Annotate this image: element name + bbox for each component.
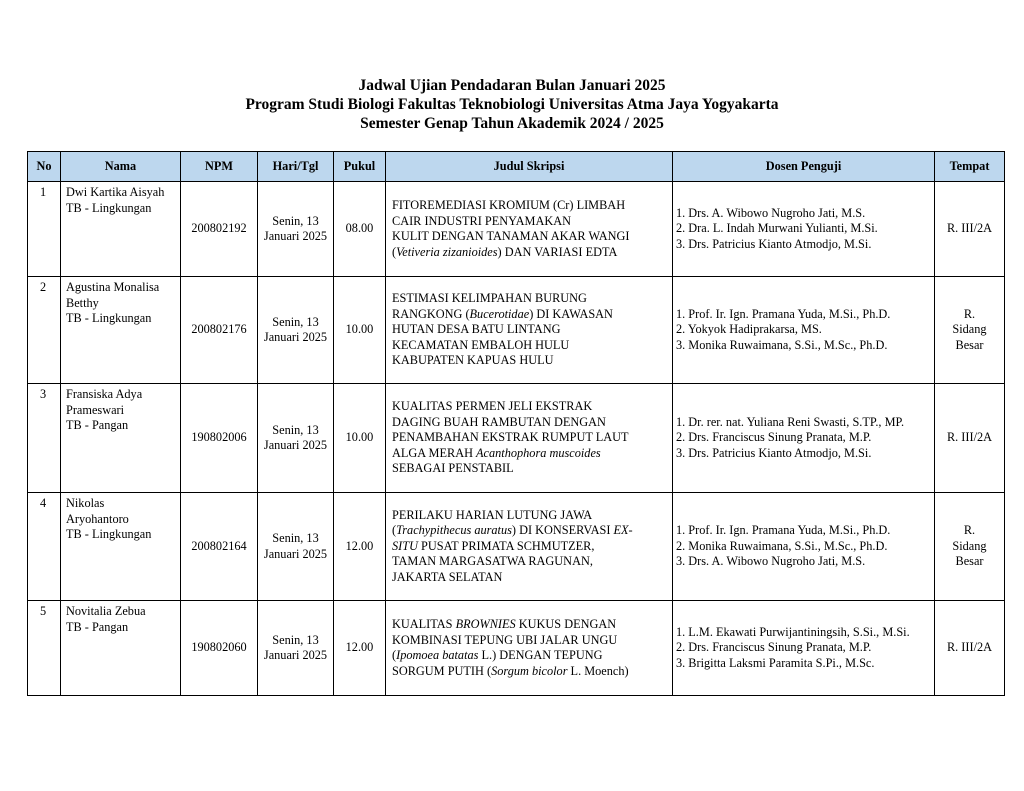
room-line: Sidang xyxy=(952,538,987,553)
cell-dosen xyxy=(673,182,935,277)
thesis-title-italic: EX- xyxy=(613,523,633,538)
date-line: Senin, 13 xyxy=(272,422,319,437)
examiner-line: 1. L.M. Ekawati Purwijantiningsih, S.Si., M.Si. xyxy=(676,624,910,639)
thesis-title-line xyxy=(392,291,667,307)
cell-pukul: 10.00 xyxy=(334,277,386,384)
cell-dosen xyxy=(673,384,935,493)
room-line: R. xyxy=(963,523,976,538)
thesis-title-text: JAKARTA SELATAN xyxy=(392,569,503,584)
thesis-title-line xyxy=(392,648,667,664)
cell-judul xyxy=(386,384,673,493)
cell-hari xyxy=(258,182,334,277)
room-line: Besar xyxy=(955,554,984,569)
cell-judul xyxy=(386,182,673,277)
thesis-title-text: HUTAN DESA BATU LINTANG xyxy=(392,322,561,337)
student-name-line: Aryohantoro xyxy=(66,511,129,526)
table-body xyxy=(28,182,1005,696)
thesis-title-text: SORGUM PUTIH ( xyxy=(392,663,492,678)
examiner-line: 3. Drs. Patricius Kianto Atmodjo, M.Si. xyxy=(676,236,872,251)
examiner-line: 1. Prof. Ir. Ign. Pramana Yuda, M.Si., Ph.D. xyxy=(676,306,891,321)
room-line: Besar xyxy=(955,337,984,352)
cell-tempat xyxy=(935,493,1005,601)
thesis-title-line xyxy=(392,430,667,446)
examiner-line: 3. Drs. Patricius Kianto Atmodjo, M.Si. xyxy=(676,445,872,460)
thesis-title-line xyxy=(392,415,667,431)
table-header-row xyxy=(28,152,1005,182)
cell-nama xyxy=(61,493,181,601)
thesis-title-text: ( xyxy=(392,523,397,538)
student-name-line: Betthy xyxy=(66,295,99,310)
thesis-title-text: ( xyxy=(392,648,397,662)
col-header-no: No xyxy=(28,152,61,182)
cell-pukul: 12.00 xyxy=(334,601,386,696)
thesis-title-text: KOMBINASI TEPUNG UBI JALAR UNGU xyxy=(392,632,618,647)
cell-no: 1 xyxy=(28,182,61,277)
date-line: Januari 2025 xyxy=(263,438,328,452)
thesis-title-line xyxy=(392,664,667,680)
thesis-title-italic: SITU xyxy=(392,538,418,553)
examiner-line: 1. Dr. rer. nat. Yuliana Reni Swasti, S.TP., MP. xyxy=(676,414,905,429)
thesis-title-line xyxy=(392,461,667,477)
table-row xyxy=(28,601,1005,696)
cell-no: 5 xyxy=(28,601,61,696)
cell-pukul: 08.00 xyxy=(334,182,386,277)
thesis-title-italic: Bucerotidae xyxy=(469,306,530,321)
examiner-line: 3. Drs. A. Wibowo Nugroho Jati, M.S. xyxy=(676,554,866,569)
thesis-title-text: FITOREMEDIASI KROMIUM (Cr) LIMBAH xyxy=(392,198,626,212)
thesis-title-text: PERILAKU HARIAN LUTUNG JAWA xyxy=(392,507,593,522)
thesis-title-line xyxy=(392,245,667,261)
date-line: Senin, 13 xyxy=(272,632,319,647)
student-name-line: TB - Pangan xyxy=(66,619,129,634)
title-line-1: Jadwal Ujian Pendadaran Bulan Januari 2025 xyxy=(358,77,666,94)
examiner-line: 2. Yokyok Hadiprakarsa, MS. xyxy=(676,322,822,337)
cell-npm: 200802176 xyxy=(181,277,258,384)
cell-tempat xyxy=(935,182,1005,277)
title-line-2: Program Studi Biologi Fakultas Teknobiologi Universitas Atma Jaya Yogyakarta xyxy=(245,96,779,113)
exam-schedule-table xyxy=(27,151,1005,696)
thesis-title-text: ESTIMASI KELIMPAHAN BURUNG xyxy=(392,291,587,306)
cell-hari xyxy=(258,493,334,601)
thesis-title-text: TAMAN MARGASATWA RAGUNAN, xyxy=(392,554,593,569)
thesis-title-text: CAIR INDUSTRI PENYAMAKAN xyxy=(392,213,571,228)
cell-no: 4 xyxy=(28,493,61,601)
thesis-title-line xyxy=(392,229,667,245)
cell-judul xyxy=(386,277,673,384)
thesis-title-line xyxy=(392,554,667,570)
thesis-title-italic: BROWNIES xyxy=(455,617,516,631)
thesis-title-line xyxy=(392,338,667,354)
col-header-nama: Nama xyxy=(61,152,181,182)
examiner-line: 2. Monika Ruwaimana, S.Si., M.Sc., Ph.D. xyxy=(676,538,888,553)
thesis-title-text: L.) DENGAN TEPUNG xyxy=(478,648,603,662)
table-row xyxy=(28,182,1005,277)
thesis-title-text: KECAMATAN EMBALOH HULU xyxy=(392,337,570,352)
cell-tempat xyxy=(935,601,1005,696)
student-name-line: TB - Lingkungan xyxy=(66,527,152,541)
thesis-title-text: ALGA MERAH xyxy=(392,445,477,460)
student-name-line: TB - Lingkungan xyxy=(66,311,152,325)
thesis-title-line xyxy=(392,322,667,338)
cell-pukul: 10.00 xyxy=(334,384,386,493)
examiner-line: 2. Drs. Franciscus Sinung Pranata, M.P. xyxy=(676,430,872,445)
document-title xyxy=(0,76,1024,133)
room-line: R. III/2A xyxy=(946,430,993,445)
thesis-title-text: KUKUS DENGAN xyxy=(515,617,617,631)
cell-hari xyxy=(258,277,334,384)
col-header-judul: Judul Skripsi xyxy=(386,152,673,182)
title-line-3: Semester Genap Tahun Akademik 2024 / 2025 xyxy=(360,115,664,132)
cell-dosen xyxy=(673,493,935,601)
thesis-title-text: RANGKONG ( xyxy=(392,306,470,321)
thesis-title-line xyxy=(392,214,667,230)
thesis-title-text: ) DAN VARIASI EDTA xyxy=(497,244,618,259)
cell-hari xyxy=(258,601,334,696)
thesis-title-text: KUALITAS xyxy=(392,617,456,631)
thesis-title-text: L. Moench) xyxy=(567,663,629,678)
date-line: Senin, 13 xyxy=(272,213,319,228)
examiner-line: 2. Drs. Franciscus Sinung Pranata, M.P. xyxy=(676,640,872,655)
cell-tempat xyxy=(935,277,1005,384)
examiner-line: 3. Monika Ruwaimana, S.Si., M.Sc., Ph.D. xyxy=(676,337,888,352)
col-header-dosen: Dosen Penguji xyxy=(673,152,935,182)
room-line: Sidang xyxy=(952,322,987,337)
cell-judul xyxy=(386,493,673,601)
date-line: Senin, 13 xyxy=(272,531,319,545)
thesis-title-line xyxy=(392,570,667,586)
thesis-title-line xyxy=(392,617,667,633)
student-name-line: Prameswari xyxy=(66,402,125,417)
cell-pukul: 12.00 xyxy=(334,493,386,601)
date-line: Januari 2025 xyxy=(263,546,328,561)
col-header-pukul: Pukul xyxy=(334,152,386,182)
student-name-line: Fransiska Adya xyxy=(66,387,143,401)
cell-dosen xyxy=(673,277,935,384)
thesis-title-line xyxy=(392,399,667,415)
thesis-title-line xyxy=(392,633,667,649)
table-row xyxy=(28,384,1005,493)
student-name-line: TB - Lingkungan xyxy=(66,200,152,215)
thesis-title-line xyxy=(392,539,667,555)
student-name-line: Nikolas xyxy=(66,496,105,510)
thesis-title-text: KUALITAS PERMEN JELI EKSTRAK xyxy=(392,399,593,414)
thesis-title-text: ) DI KONSERVASI xyxy=(511,523,614,538)
table-row xyxy=(28,493,1005,601)
room-line: R. xyxy=(963,306,976,321)
cell-tempat xyxy=(935,384,1005,493)
student-name-line: Agustina Monalisa xyxy=(66,280,160,294)
thesis-title-italic: Ipomoea batatas xyxy=(396,648,479,662)
cell-hari xyxy=(258,384,334,493)
date-line: Januari 2025 xyxy=(263,229,328,243)
date-line: Januari 2025 xyxy=(263,330,328,344)
thesis-title-line xyxy=(392,508,667,524)
thesis-title-text: PENAMBAHAN EKSTRAK RUMPUT LAUT xyxy=(392,430,629,445)
examiner-line: 1. Drs. A. Wibowo Nugroho Jati, M.S. xyxy=(676,205,866,220)
thesis-title-line xyxy=(392,307,667,323)
thesis-title-italic: Acanthophora muscoides xyxy=(476,445,601,460)
thesis-title-italic: Vetiveria zizanioides xyxy=(396,244,498,259)
student-name-line: Novitalia Zebua xyxy=(66,604,146,618)
cell-nama xyxy=(61,277,181,384)
thesis-title-text: ) DI KAWASAN xyxy=(529,306,613,321)
cell-no: 2 xyxy=(28,277,61,384)
cell-npm: 200802192 xyxy=(181,182,258,277)
examiner-line: 2. Dra. L. Indah Murwani Yulianti, M.Si. xyxy=(676,221,878,236)
col-header-hari: Hari/Tgl xyxy=(258,152,334,182)
thesis-title-text: KULIT DENGAN TANAMAN AKAR WANGI xyxy=(392,229,630,243)
examiner-line: 1. Prof. Ir. Ign. Pramana Yuda, M.Si., Ph.D. xyxy=(676,523,891,538)
table-row xyxy=(28,277,1005,384)
thesis-title-text: DAGING BUAH RAMBUTAN DENGAN xyxy=(392,414,606,429)
cell-npm: 200802164 xyxy=(181,493,258,601)
student-name-line: TB - Pangan xyxy=(66,418,129,432)
cell-nama xyxy=(61,601,181,696)
cell-nama xyxy=(61,182,181,277)
cell-dosen xyxy=(673,601,935,696)
thesis-title-italic: Trachypithecus auratus xyxy=(396,523,512,538)
cell-nama xyxy=(61,384,181,493)
cell-no: 3 xyxy=(28,384,61,493)
thesis-title-line xyxy=(392,198,667,214)
room-line: R. III/2A xyxy=(946,221,993,236)
thesis-title-text: SEBAGAI PENSTABIL xyxy=(392,461,514,476)
thesis-title-text: KABUPATEN KAPUAS HULU xyxy=(392,353,554,368)
thesis-title-line xyxy=(392,523,667,539)
col-header-tempat: Tempat xyxy=(935,152,1005,182)
cell-judul xyxy=(386,601,673,696)
date-line: Januari 2025 xyxy=(263,648,328,662)
cell-npm: 190802006 xyxy=(181,384,258,493)
thesis-title-text: PUSAT PRIMATA SCHMUTZER, xyxy=(417,538,595,553)
thesis-title-line xyxy=(392,353,667,369)
examiner-line: 3. Brigitta Laksmi Paramita S.Pi., M.Sc. xyxy=(676,655,875,670)
thesis-title-line xyxy=(392,446,667,462)
thesis-title-text: ( xyxy=(392,244,397,259)
student-name-line: Dwi Kartika Aisyah xyxy=(66,185,165,199)
room-line: R. III/2A xyxy=(946,640,993,655)
col-header-npm: NPM xyxy=(181,152,258,182)
cell-npm: 190802060 xyxy=(181,601,258,696)
date-line: Senin, 13 xyxy=(272,314,319,329)
thesis-title-italic: Sorgum bicolor xyxy=(491,663,568,678)
